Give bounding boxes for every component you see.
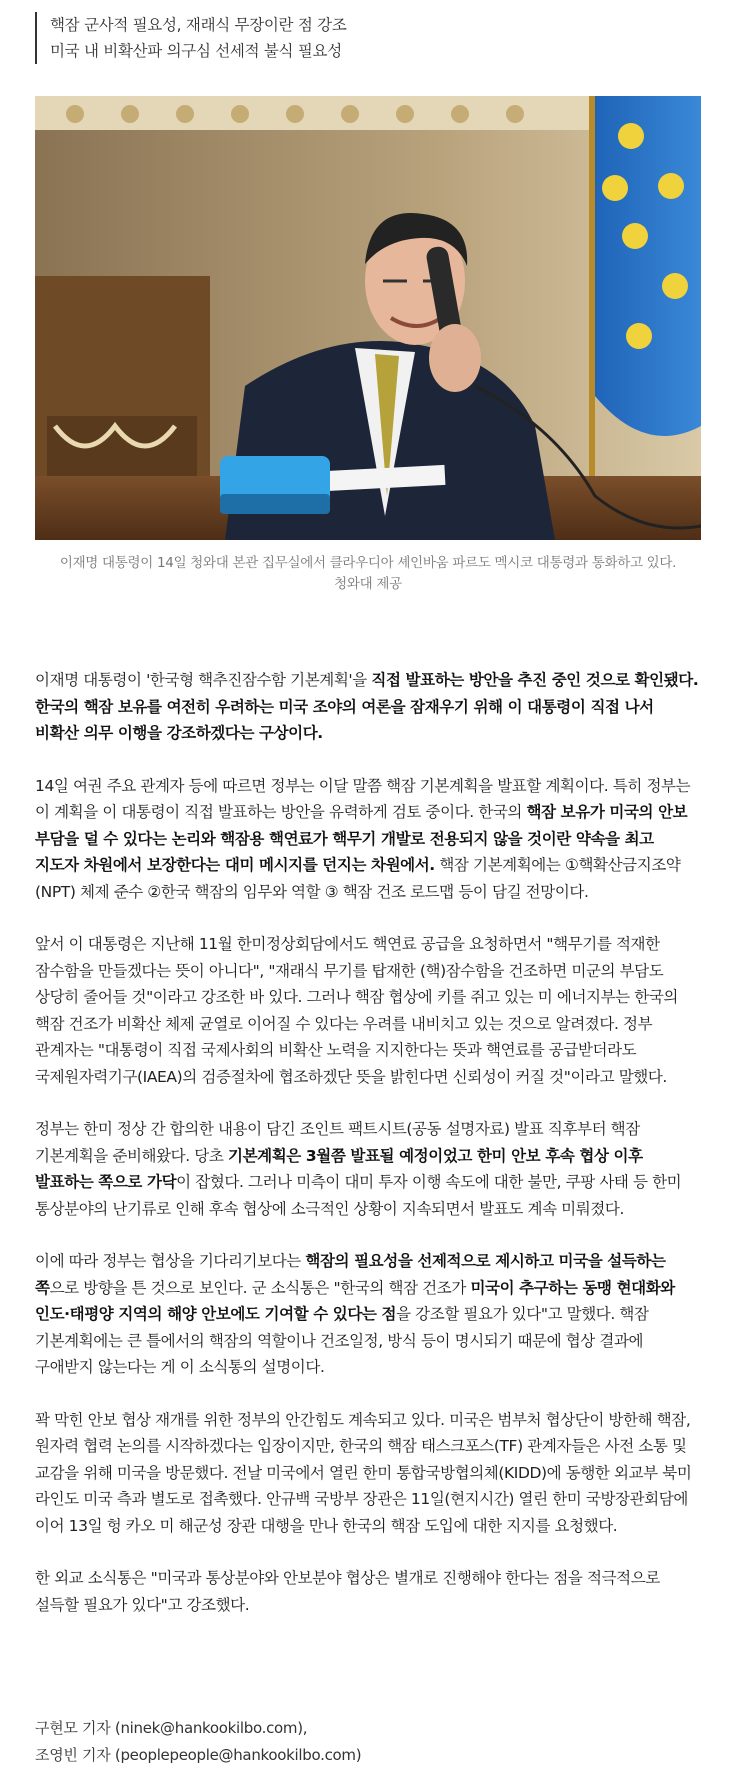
paragraph-text: 14일 여권 주요 관계자 등에 따르면 정부는 이달 말쯤 핵잠 기본계획을 발표할 계획이다. 특히 정부는 이 계획을 이 대통령이 직접 발표하는 방안을 유력하게 검토 중이다. 한국의 (35, 776, 691, 821)
paragraph-text: 으로 방향을 튼 것으로 보인다. 군 소식통은 "한국의 핵잠 건조가 (49, 1278, 471, 1297)
byline-reporter-1: 구현모 기자 (ninek@hankookilbo.com), (35, 1719, 308, 1737)
paragraph-text: 한 외교 소식통은 "미국과 통상분야와 안보분야 협상은 별개로 진행해야 한다는 점을 적극적으로 설득할 필요가 있다"고 강조했다. (35, 1569, 660, 1614)
paragraph-text: 을 강조할 필요가 있다"고 말했다. 핵잠 기본계획에는 큰 틀에서의 핵잠의 역할이나 건조일정, 방식 등이 명시되기 때문에 협상 결과에 구애받지 않는다는 게 이 소식통의 설명이다. (35, 1305, 649, 1376)
article-paragraph (35, 1248, 701, 1381)
paragraph-text: 앞서 이 대통령은 지난해 11월 한미정상회담에서도 핵연료 공급을 요청하면서 "핵무기를 적재한 잠수함을 만들겠다는 뜻이 아니다", "재래식 무기를 탑재한 (핵)잠수함을 건조하면 미군의 부담도 상당히 줄어들 것"이라고 강조한 바 있다. 그러나 핵잠 협상에 키를 쥐고 있는 미 에너지부는 한국의 핵잠 건조가 비확산 체제 균열로 이어질 수 있다는 우려를 내비치고 있는 것으로 알려졌다. 정부 관계자는 "대통령이 직접 국제사회의 비확산 노력을 지지한다는 뜻과 핵연료를 공급받더라도 국제원자력기구(IAEA)의 검증절차에 협조하겠단 뜻을 밝힌다면 신뢰성이 커질 것"이라고 말했다. (35, 935, 678, 1086)
subheading-2: 미국 내 비확산파 의구심 선세적 불식 필요성 (50, 42, 342, 60)
byline-reporter-2: 조영빈 기자 (peoplepeople@hankookilbo.com) (35, 1746, 362, 1764)
paragraph-text: 꽉 막힌 안보 협상 재개를 위한 정부의 안간힘도 계속되고 있다. 미국은 범부처 협상단이 방한해 핵잠, 원자력 협력 논의를 시작하겠다는 입장이지만, 한국의 핵잠 태스크포스(TF) 관계자들은 사전 소통 및 교감을 위해 미국을 방문했다. 전날 미국에서 열린 한미 통합국방협의체(KIDD)에 동행한 외교부 북미 라인도 미국 측과 별도로 접촉했다. 안규백 국방부 장관은 11일(현지시간) 열린 한미 국방장관회담에 이어 13일 헝 카오 미 해군성 장관 대행을 만나 한국의 핵잠 도입에 대한 지지를 요청했다. (35, 1410, 692, 1535)
article-bylines (35, 1715, 361, 1769)
emphasized-text: 핵잠의 필요성을 선제적으로 제시하고 미국을 설득하는 쪽 (35, 1252, 666, 1297)
paragraph-text: 이재명 대통령이 '한국형 핵추진잠수함 기본계획'을 (35, 671, 372, 689)
photo-caption-text: 이재명 대통령이 14일 청와대 본관 집무실에서 클라우디아 셰인바움 파르도 멕시코 대통령과 통화하고 있다. (59, 555, 677, 571)
emphasized-text: 기본계획은 3월쯤 발표될 예정이었고 한미 안보 후속 협상 이후 발표하는 쪽으로 가닥 (35, 1146, 643, 1191)
article-paragraph (35, 1565, 701, 1618)
paragraph-text: 이에 따라 정부는 협상을 기다리기보다는 (35, 1252, 306, 1270)
article-body (35, 667, 701, 1644)
subheading-1: 핵잠 군사적 필요성, 재래식 무장이란 점 강조 (50, 16, 347, 34)
photo-caption (35, 553, 701, 595)
article-paragraph (35, 931, 701, 1090)
paragraph-text: 정부는 한미 정상 간 합의한 내용이 담긴 조인트 팩트시트(공동 설명자료) 발표 직후부터 핵잠 기본계획을 준비해왔다. 당초 (35, 1120, 640, 1165)
article-subheadings (35, 12, 347, 64)
emphasized-text: 직접 발표하는 방안을 추진 중인 것으로 확인됐다. 한국의 핵잠 보유를 여전히 우려하는 미국 조야의 여론을 잠재우기 위해 이 대통령이 직접 나서 비확산 의무 이행을 강조하겠다는 구상이다. (35, 671, 699, 742)
article-paragraph (35, 667, 701, 747)
photo-credit: 청와대 제공 (334, 576, 402, 592)
article-paragraph (35, 773, 701, 906)
president-phone-call-image (35, 96, 701, 540)
paragraph-text: 핵잠 기본계획에는 ①핵확산금지조약(NPT) 체제 준수 ②한국 핵잠의 임무와 역할 ③ 핵잠 건조 로드맵 등이 담길 전망이다. (35, 856, 681, 901)
article-photo (35, 96, 701, 540)
article-paragraph (35, 1407, 701, 1540)
paragraph-text: 이 잡혔다. 그러나 미측이 대미 투자 이행 속도에 대한 불만, 쿠팡 사태 등 한미 통상분야의 난기류로 인해 후속 협상에 소극적인 상황이 지속되면서 발표도 계속 미뤄졌다. (35, 1173, 682, 1218)
emphasized-text: 핵잠 보유가 미국의 안보 부담을 덜 수 있다는 논리와 핵잠용 핵연료가 핵무기 개발로 전용되지 않을 것이란 약속을 최고 지도자 차원에서 보장한다는 대미 메시지를 던지는 차원에서. (35, 803, 688, 874)
article-paragraph (35, 1116, 701, 1222)
emphasized-text: 미국이 추구하는 동맹 현대화와 인도·태평양 지역의 해양 안보에도 기여할 수 있다는 점 (35, 1278, 675, 1323)
